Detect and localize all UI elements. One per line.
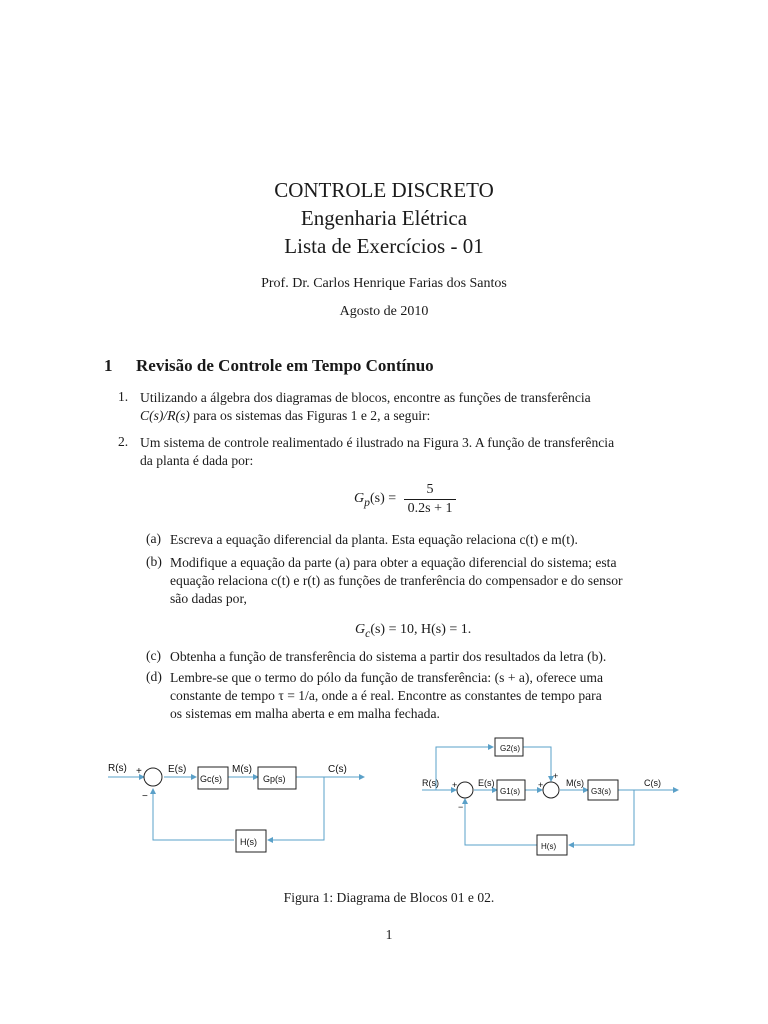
gains-equation: [355, 622, 471, 640]
plant-eq-lhs: G: [354, 490, 365, 506]
d1-input-label: R(s): [108, 763, 127, 774]
plant-eq-numerator: 5: [404, 481, 457, 500]
d2-g3-label: G3(s): [591, 787, 611, 796]
item-1-math: C(s)/R(s): [140, 408, 190, 423]
d2-mid-label: M(s): [566, 778, 584, 788]
d2-feedforward-return: [523, 747, 551, 781]
subitem-d-label: (d): [146, 669, 162, 684]
subitem-b-line-1: Modifique a equação da parte (a) para obter a equação diferencial do sistema; esta: [170, 555, 617, 570]
subitem-b-label: (b): [146, 554, 162, 569]
subitem-b-line-2: equação relaciona c(t) e r(t) as funções de tranferência do compensador e do sensor: [170, 573, 623, 588]
d2-plus-sign-2: +: [538, 780, 544, 790]
date: Agosto de 2010: [339, 304, 429, 319]
plant-eq-sub: p: [364, 495, 370, 509]
item-2-line-1: Um sistema de controle realimentado é ilustrado na Figura 3. A função de transferência: [140, 435, 615, 450]
d1-output-label: C(s): [328, 764, 347, 775]
section-number: 1: [104, 356, 113, 375]
item-1-line-1: Utilizando a álgebra dos diagramas de blocos, encontre as funções de transferência: [140, 390, 591, 405]
subitem-a-label: (a): [146, 531, 162, 546]
d2-feedback-label: H(s): [541, 842, 557, 851]
d2-g2-label: G2(s): [500, 744, 520, 753]
plant-eq-arg: (s) =: [369, 490, 397, 506]
subitem-d-line-1: Lembre-se que o termo do pólo da função de transferência: (s + a), oferece uma: [170, 670, 604, 685]
item-1-line-2-text: para os sistemas das Figuras 1 e 2, a seguir:: [189, 408, 431, 423]
d1-feedback-label: H(s): [240, 837, 257, 847]
list-title: Lista de Exercícios - 01: [284, 234, 484, 258]
d1-controller-label: Gc(s): [200, 774, 222, 784]
d2-error-label: E(s): [478, 778, 495, 788]
d2-minus-sign: −: [458, 802, 464, 812]
d1-error-label: E(s): [168, 764, 187, 775]
block-diagram-1: [106, 752, 368, 860]
program-title: Engenharia Elétrica: [300, 206, 468, 230]
page-number: 1: [385, 927, 393, 942]
item-1-number: 1.: [118, 389, 129, 404]
d2-summing-junction-2: [543, 782, 559, 798]
course-title: CONTROLE DISCRETO: [274, 178, 494, 202]
d2-plus-sign-1: +: [452, 780, 458, 790]
plant-eq-denominator: 0.2s + 1: [407, 501, 453, 516]
block-diagram-2: [420, 737, 682, 857]
plant-eq-fraction: [404, 481, 457, 518]
d1-plus-sign: +: [136, 766, 142, 777]
subitem-d-line-2: constante de tempo τ = 1/a, onde a é real. Encontre as constantes de tempo para: [170, 688, 602, 703]
d1-plant-label: Gp(s): [263, 774, 286, 784]
item-1-line-2: [140, 407, 430, 425]
figure-caption: Figura 1: Diagrama de Blocos 01 e 02.: [283, 890, 495, 905]
d1-mid-label: M(s): [232, 764, 252, 775]
d2-feedback-return: [465, 799, 537, 845]
d1-feedback-return: [153, 789, 234, 840]
gains-eq-sub: c: [365, 626, 371, 640]
item-2-line-2: da planta é dada por:: [140, 453, 254, 468]
section-title: Revisão de Controle em Tempo Contínuo: [136, 356, 434, 375]
d1-summing-junction: [144, 768, 162, 786]
d1-minus-sign: −: [142, 791, 148, 802]
d2-plus-sign-3: +: [553, 771, 559, 781]
d2-summing-junction-1: [457, 782, 473, 798]
author: Prof. Dr. Carlos Henrique Farias dos Santos: [261, 276, 507, 291]
item-2-number: 2.: [118, 434, 129, 449]
subitem-c-text: Obtenha a função de transferência do sistema a partir dos resultados da letra (b).: [170, 649, 607, 664]
d2-output-label: C(s): [644, 778, 661, 788]
subitem-a-text: Escreva a equação diferencial da planta. Esta equação relaciona c(t) e m(t).: [170, 532, 578, 547]
subitem-c-label: (c): [146, 648, 162, 663]
gains-eq-g: G: [355, 622, 366, 637]
plant-equation: [354, 481, 456, 518]
subitem-d-line-3: os sistemas em malha aberta e em malha fechada.: [170, 706, 440, 721]
d2-input-label: R(s): [422, 778, 439, 788]
gains-eq-rest: (s) = 10, H(s) = 1.: [370, 622, 472, 637]
subitem-b-line-3: são dadas por,: [170, 591, 247, 606]
d2-g1-label: G1(s): [500, 787, 520, 796]
